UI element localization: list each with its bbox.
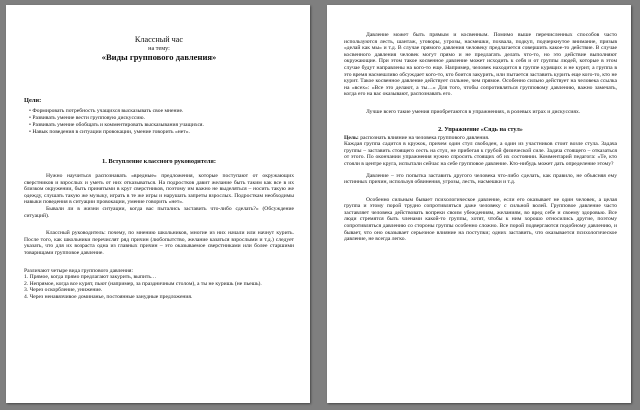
goal-item: • Навык поведения в ситуации провокации, умение говорить «нет».	[29, 129, 294, 136]
section-2-title: 2. Упражнение «Сядь на стул»	[438, 125, 523, 133]
paragraph: Каждая группа садится в кружок, причем один стул свободен, а один из участников стоит возле стула. Задача группы – заставить стоящего сесть на стул, не прибегая к грубой физической силе. Задача стоящего – отказаться от этого. По окончании упражнения нужно спросить стоящих об их состоянии. Комментарий педагога: «Те, кто стояли в центре круга, испытали сейчас на себе групповое давление. Кто-нибудь может дать определение этому?	[344, 141, 617, 167]
goals-list	[24, 108, 294, 136]
section-1-title: 1. Вступление классного руководителя:	[102, 158, 216, 165]
goal-item: • Формировать потребность учащихся высказывать свое мнение.	[29, 108, 294, 115]
paragraph: Нужно научиться распознавать «вредные» предложения, которые поступают от окружающих сверстников и взрослых и уметь от них отказываться. На подростков давит желание быть таким как все в их близком окружении, быть принятыми в круг сверстников, поэтому им важно не выделяться – носить такую же одежду, слушать такую же музыку, играть в те же игры и нарушать запреты взрослых. Подросткам необходимы навыки поведения в ситуации провокации, умение говорить «нет».	[24, 173, 294, 206]
goal-item: • Развивать умение обобщать и комментировать высказывания учащихся.	[29, 122, 294, 129]
goals-heading: Цели:	[24, 97, 42, 104]
paragraph: Давление – это попытка заставить другого человека что-либо сделать, как правило, не объясняя ему истинных причин, используя обвинения, угрозы, лесть, насмешки и т.д.	[344, 172, 617, 186]
pressure-type-item: 4. Через ненавязчивое доминанье, постоянные занудные предложения.	[24, 293, 193, 300]
goal-label: Цель:	[344, 134, 359, 141]
types-intro: Различают четыре вида группового давления:	[24, 267, 134, 274]
document-title: «Виды группового давления»	[101, 52, 217, 62]
pressure-type-item: 1. Прямое, когда прямо предлагают закурить, выпить…	[24, 274, 157, 281]
paragraph: Классный руководитель: почему, по мнению школьников, многие из них начали или начнут курить. После того, как школьники перечислят ряд причин (любопытство, желание казаться взрослыми и т.д.) следует указать, что для их возраста одна из главных причин – это оказываемое сверстниками или более старшими товарищами групповое давление.	[24, 230, 294, 256]
paragraph: Особенно сильным бывает психологическое давление, если его оказывает не один человек, а целая группа и этому порой трудно сопротивляться даже человеку с сильной волей. Групповое давление часто заставляет человека действовать вопреки своим убеждениям, желаниям, во вред себе и своему здоровью. Все люди стремятся быть членами какой-то группы, хотят, чтобы к ним хорошо относились другие, поэтому сопротивляться давлению со стороны группы особенно сложно. Все порой подвергаются подобному давлению, и бывает, что оно оказывает серьезное влияние на поступки; одних заставить, что оказывается психологическое давление, не всегда легко.	[344, 196, 617, 243]
goal-item: • Развивать умение вести групповую дискуссию.	[29, 115, 294, 122]
paragraph: Давление может быть прямым и косвенным. Помимо выше перечисленных способов часто используются лесть, шантаж, уговоры, угрозы, насмешки, похвала, подкуп, подчеркнутое внимание, призыв «делай как мы» и т.д. В случае прямого давления человеку предлагается совершить какое-то действие. В случае косвенного давления человек могут прямо и не предлагать делать что-то, но это действие выполняют окружающие. При этом такое косвенное давление может исходить к себя и от группы людей, которые в этом случае будут направлены на кого-то еще. Например, человек находится в группе курящих и не курит, а группа в это время насмешливо обсуждает кого-то, кто боится закурить, или пытается заставить курить еще кого-то, кто не курит. Такое косвенное давление действует сильнее, чем прямое. Особенно сильно действует на человека ссылка на «всех»: «Все это делают, а ты…» Для того, чтобы сопротивляться групповому давлению, важно замечать, когда его на вас оказывают, распознавать его.	[344, 32, 617, 98]
topic-label: на тему:	[148, 45, 170, 52]
goal-text: распознать влияние на человека группового давления.	[358, 134, 490, 141]
document-page-left	[6, 5, 310, 403]
paragraph: Бывали ли в жизни ситуации, когда вас пытались заставить что-либо сделать?» (Обсуждение ситуаций).	[24, 205, 294, 219]
paragraph: Лучше всего такие умения приобретаются в упражнениях, в ролевых играх и дискуссиях.	[366, 108, 581, 115]
pressure-type-item: 3. Через оскорбление, унижение.	[24, 287, 103, 294]
pressure-types-list	[24, 274, 294, 300]
class-hour-heading: Классный час	[134, 35, 184, 44]
pressure-type-item: 2. Непрямое, когда все курят, пьют (например, за праздничным столом), а ты не куришь (не пьешь).	[24, 280, 262, 287]
document-page-right	[327, 5, 631, 403]
